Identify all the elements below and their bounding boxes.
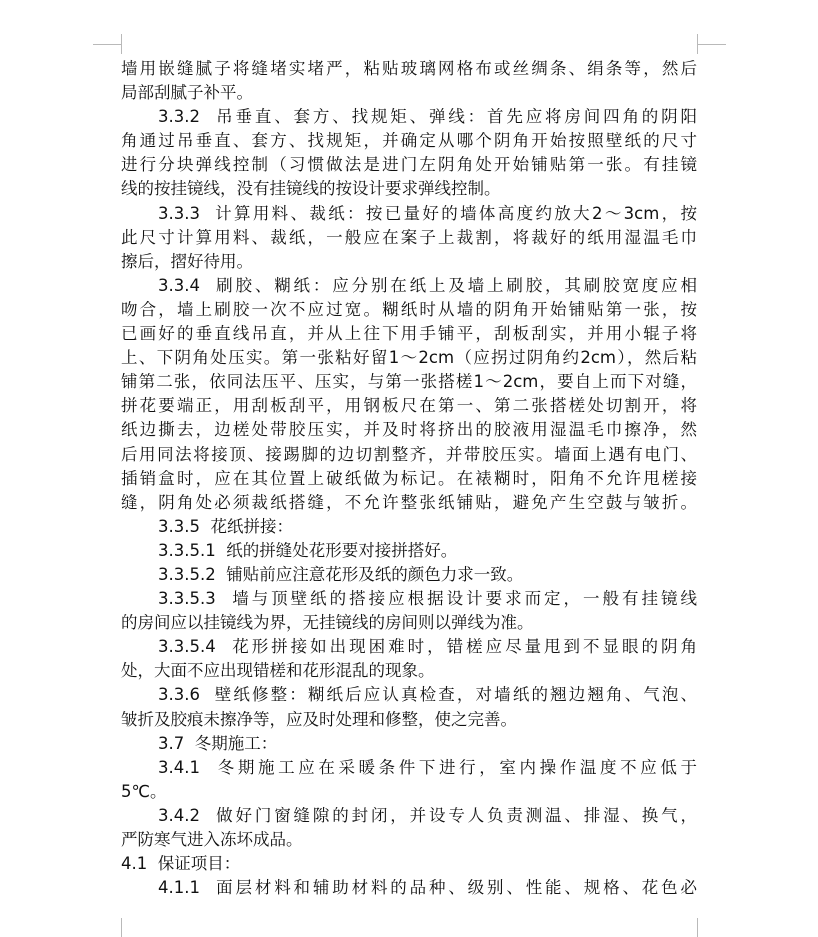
text-line: 纸边撕去，边槎处带胶压实，并及时将挤出的胶液用湿温毛巾擦净，然 (121, 420, 697, 440)
crop-mark-bottom-left (121, 918, 122, 937)
text-line: 缝，阴角处必须裁纸搭缝，不允许整张纸铺贴，避免产生空鼓与皱折。 (121, 492, 697, 512)
text-line: 3.3.3 计算用料、裁纸：按已量好的墙体高度约放大2～3cm，按 (158, 203, 697, 223)
text-line: 局部刮腻子补平。 (121, 83, 253, 103)
text-line: 3.4.1 冬期施工应在采暖条件下进行，室内操作温度不应低于 (158, 757, 697, 777)
text-line: 3.3.4 刷胶、糊纸：应分别在纸上及墙上刷胶，其刷胶宽度应相 (158, 275, 697, 295)
crop-mark-top-left (93, 44, 121, 45)
text-line: 拼花要端正，用刮板刮平，用钢板尺在第一、第二张搭槎处切割开，将 (121, 396, 697, 416)
crop-mark-top-left (121, 34, 122, 54)
text-line: 后用同法将接顶、接踢脚的边切割整齐，并带胶压实。墙面上遇有电门、 (121, 444, 697, 464)
text-line: 此尺寸计算用料、裁纸，一般应在案子上裁割，将裁好的纸用湿温毛巾 (121, 227, 697, 247)
text-line: 进行分块弹线控制（习惯做法是进门左阴角处开始铺贴第一张。有挂镜 (121, 155, 697, 175)
text-line: 3.3.5.3 墙与顶壁纸的搭接应根据设计要求而定，一般有挂镜线 (158, 589, 697, 609)
text-line: 3.4.2 做好门窗缝隙的封闭，并设专人负责测温、排湿、换气， (158, 805, 697, 825)
text-line: 3.3.6 壁纸修整：糊纸后应认真检查，对墙纸的翘边翘角、气泡、 (158, 685, 697, 705)
text-line: 3.3.5.2 铺贴前应注意花形及纸的颜色力求一致。 (158, 564, 524, 584)
document-body (121, 57, 697, 900)
crop-mark-top-right (698, 44, 726, 45)
text-line: 4.1.1 面层材料和辅助材料的品种、级别、性能、规格、花色必 (158, 878, 697, 898)
text-line: 3.3.2 吊垂直、套方、找规矩、弹线：首先应将房间四角的阴阳 (158, 107, 697, 127)
text-line: 处，大面不应出现错槎和花形混乱的现象。 (121, 661, 435, 681)
text-line: 角通过吊垂直、套方、找规矩，并确定从哪个阴角开始按照壁纸的尺寸 (121, 131, 697, 151)
text-line: 严防寒气进入冻坏成品。 (121, 830, 303, 849)
text-line: 的房间应以挂镜线为界，无挂镜线的房间则以弹线为准。 (121, 613, 534, 633)
text-line: 3.3.5.1 纸的拼缝处花形要对接拼搭好。 (158, 540, 458, 560)
text-line: 3.7 冬期施工： (158, 733, 278, 753)
text-line: 已画好的垂直线吊直，并从上往下用手铺平，刮板刮实，并用小辊子将 (121, 324, 697, 344)
text-line: 铺第二张，依同法压平、压实，与第一张搭槎1～2cm，要自上而下对缝， (121, 372, 697, 392)
text-line: 3.3.5 花纸拼接： (158, 516, 293, 536)
text-line: 5℃。 (121, 781, 167, 801)
text-line: 插销盒时，应在其位置上破纸做为标记。在裱糊时，阳角不允许甩槎接 (121, 468, 697, 488)
crop-mark-top-right (697, 34, 698, 54)
text-line: 4.1 保证项目： (121, 854, 241, 874)
text-line: 吻合，墙上刷胶一次不应过宽。糊纸时从墙的阴角开始铺贴第一张，按 (121, 299, 697, 319)
text-line: 3.3.5.4 花形拼接如出现困难时，错槎应尽量甩到不显眼的阴角 (158, 637, 697, 657)
crop-mark-bottom-right (697, 918, 698, 937)
text-line: 皱折及胶痕未擦净等，应及时处理和修整，使之完善。 (121, 709, 517, 729)
text-line: 线的按挂镜线，没有挂镜线的按设计要求弹线控制。 (121, 179, 501, 199)
text-line: 上、下阴角处压实。第一张粘好留1～2cm（应拐过阴角约2cm），然后粘 (121, 348, 697, 368)
text-line: 擦后，摺好待用。 (121, 251, 253, 271)
text-line: 墙用嵌缝腻子将缝堵实堵严，粘贴玻璃网格布或丝绸条、绢条等，然后 (121, 59, 697, 78)
